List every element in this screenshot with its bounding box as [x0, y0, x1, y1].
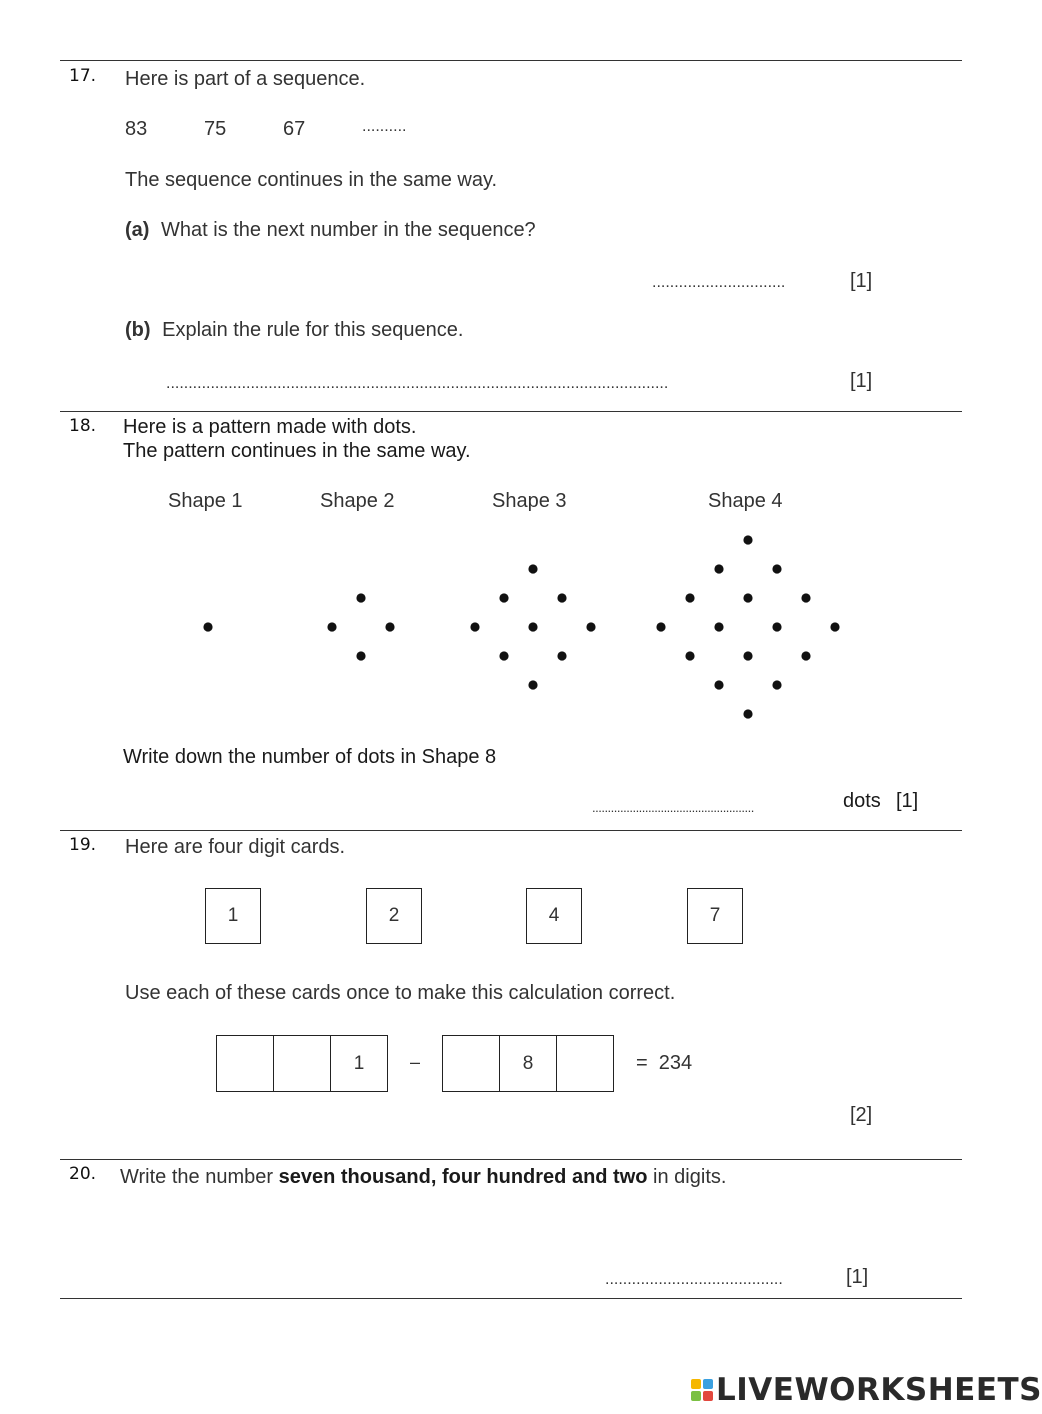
- sequence-term: 67: [283, 118, 306, 140]
- logo-square: [691, 1391, 701, 1401]
- dot: [801, 651, 810, 660]
- dot: [685, 593, 694, 602]
- answer-line[interactable]: ....................................................: [592, 800, 754, 815]
- digit-card[interactable]: 2: [366, 888, 422, 944]
- dot: [528, 564, 537, 573]
- logo-square: [691, 1379, 701, 1389]
- dot: [499, 651, 508, 660]
- answer-box[interactable]: [442, 1035, 500, 1092]
- dot: [714, 622, 723, 631]
- dot: [499, 593, 508, 602]
- dot: [385, 622, 394, 631]
- shape-label: Shape 1: [168, 490, 243, 512]
- dot: [685, 651, 694, 660]
- shape-1-dots: [203, 622, 212, 631]
- question-text-start: Write the number: [120, 1166, 279, 1188]
- digit-card[interactable]: 7: [687, 888, 743, 944]
- divider: [60, 830, 962, 831]
- sequence-blank: ..........: [362, 118, 407, 135]
- part-b-text: Explain the rule for this sequence.: [162, 319, 464, 341]
- answer-box[interactable]: [216, 1035, 274, 1092]
- question-intro: Here is part of a sequence.: [125, 68, 366, 90]
- shape-label: Shape 3: [492, 490, 567, 512]
- dot: [830, 622, 839, 631]
- question-text: [120, 1166, 726, 1189]
- marks: [1]: [896, 790, 919, 812]
- question-number: 18.: [69, 416, 97, 436]
- dot: [470, 622, 479, 631]
- logo-square: [703, 1391, 713, 1401]
- question-intro: Here is a pattern made with dots.: [123, 416, 417, 438]
- equation-result: = 234: [636, 1052, 693, 1074]
- sequence-term: 83: [125, 118, 148, 140]
- shape-label: Shape 4: [708, 490, 783, 512]
- shape-2-dots: [327, 593, 394, 660]
- liveworksheets-logo: [691, 1372, 1042, 1408]
- sequence-term: 75: [204, 118, 227, 140]
- shape-3-dots: [470, 564, 595, 689]
- dot: [743, 709, 752, 718]
- dot: [801, 593, 810, 602]
- dot: [356, 593, 365, 602]
- answer-box[interactable]: [556, 1035, 614, 1092]
- shape-4-dots: [656, 535, 839, 718]
- question-intro-2: The pattern continues in the same way.: [123, 440, 471, 462]
- marks: [1]: [850, 370, 873, 392]
- question-text-end: in digits.: [647, 1166, 727, 1188]
- dot: [327, 622, 336, 631]
- digit-card[interactable]: 4: [526, 888, 582, 944]
- part-a-text: What is the next number in the sequence?: [161, 219, 536, 241]
- dot: [743, 651, 752, 660]
- dot: [557, 593, 566, 602]
- dot: [528, 622, 537, 631]
- given-digit-box: 1: [330, 1035, 388, 1092]
- logo-text: LIVEWORKSHEETS: [716, 1372, 1042, 1408]
- question-text-bold: seven thousand, four hundred and two: [278, 1166, 648, 1188]
- dot: [714, 564, 723, 573]
- marks: [1]: [850, 270, 873, 292]
- dot: [772, 680, 781, 689]
- answer-box[interactable]: [273, 1035, 331, 1092]
- question-number: 19.: [69, 835, 97, 855]
- instruction: Use each of these cards once to make this calculation correct.: [125, 982, 676, 1004]
- part-a-label: (a): [125, 219, 150, 241]
- dot: [356, 651, 365, 660]
- answer-unit: dots: [843, 790, 881, 812]
- dot: [203, 622, 212, 631]
- part-b-label: (b): [125, 319, 151, 341]
- marks: [1]: [846, 1266, 869, 1288]
- question-intro: Here are four digit cards.: [125, 836, 346, 858]
- question-text: Write down the number of dots in Shape 8: [123, 746, 497, 768]
- logo-mark-icon: [691, 1379, 713, 1401]
- logo-square: [703, 1379, 713, 1389]
- sequence-continues-text: The sequence continues in the same way.: [125, 169, 498, 191]
- dot: [557, 651, 566, 660]
- question-number: 17.: [69, 66, 97, 86]
- dot: [714, 680, 723, 689]
- answer-line[interactable]: ........................................: [605, 1271, 783, 1288]
- divider: [60, 1298, 962, 1299]
- dot: [586, 622, 595, 631]
- answer-line-b[interactable]: .................................................................................................................: [166, 375, 669, 392]
- dot: [743, 535, 752, 544]
- minus-sign: –: [410, 1052, 421, 1072]
- question-number: 20.: [69, 1164, 97, 1184]
- digit-card[interactable]: 1: [205, 888, 261, 944]
- marks: [2]: [850, 1104, 873, 1126]
- dot: [528, 680, 537, 689]
- given-digit-box: 8: [499, 1035, 557, 1092]
- dot: [772, 622, 781, 631]
- dot: [656, 622, 665, 631]
- dot: [743, 593, 752, 602]
- shape-label: Shape 2: [320, 490, 395, 512]
- dot: [772, 564, 781, 573]
- divider: [60, 1159, 962, 1160]
- answer-line-a[interactable]: ..............................: [652, 274, 786, 291]
